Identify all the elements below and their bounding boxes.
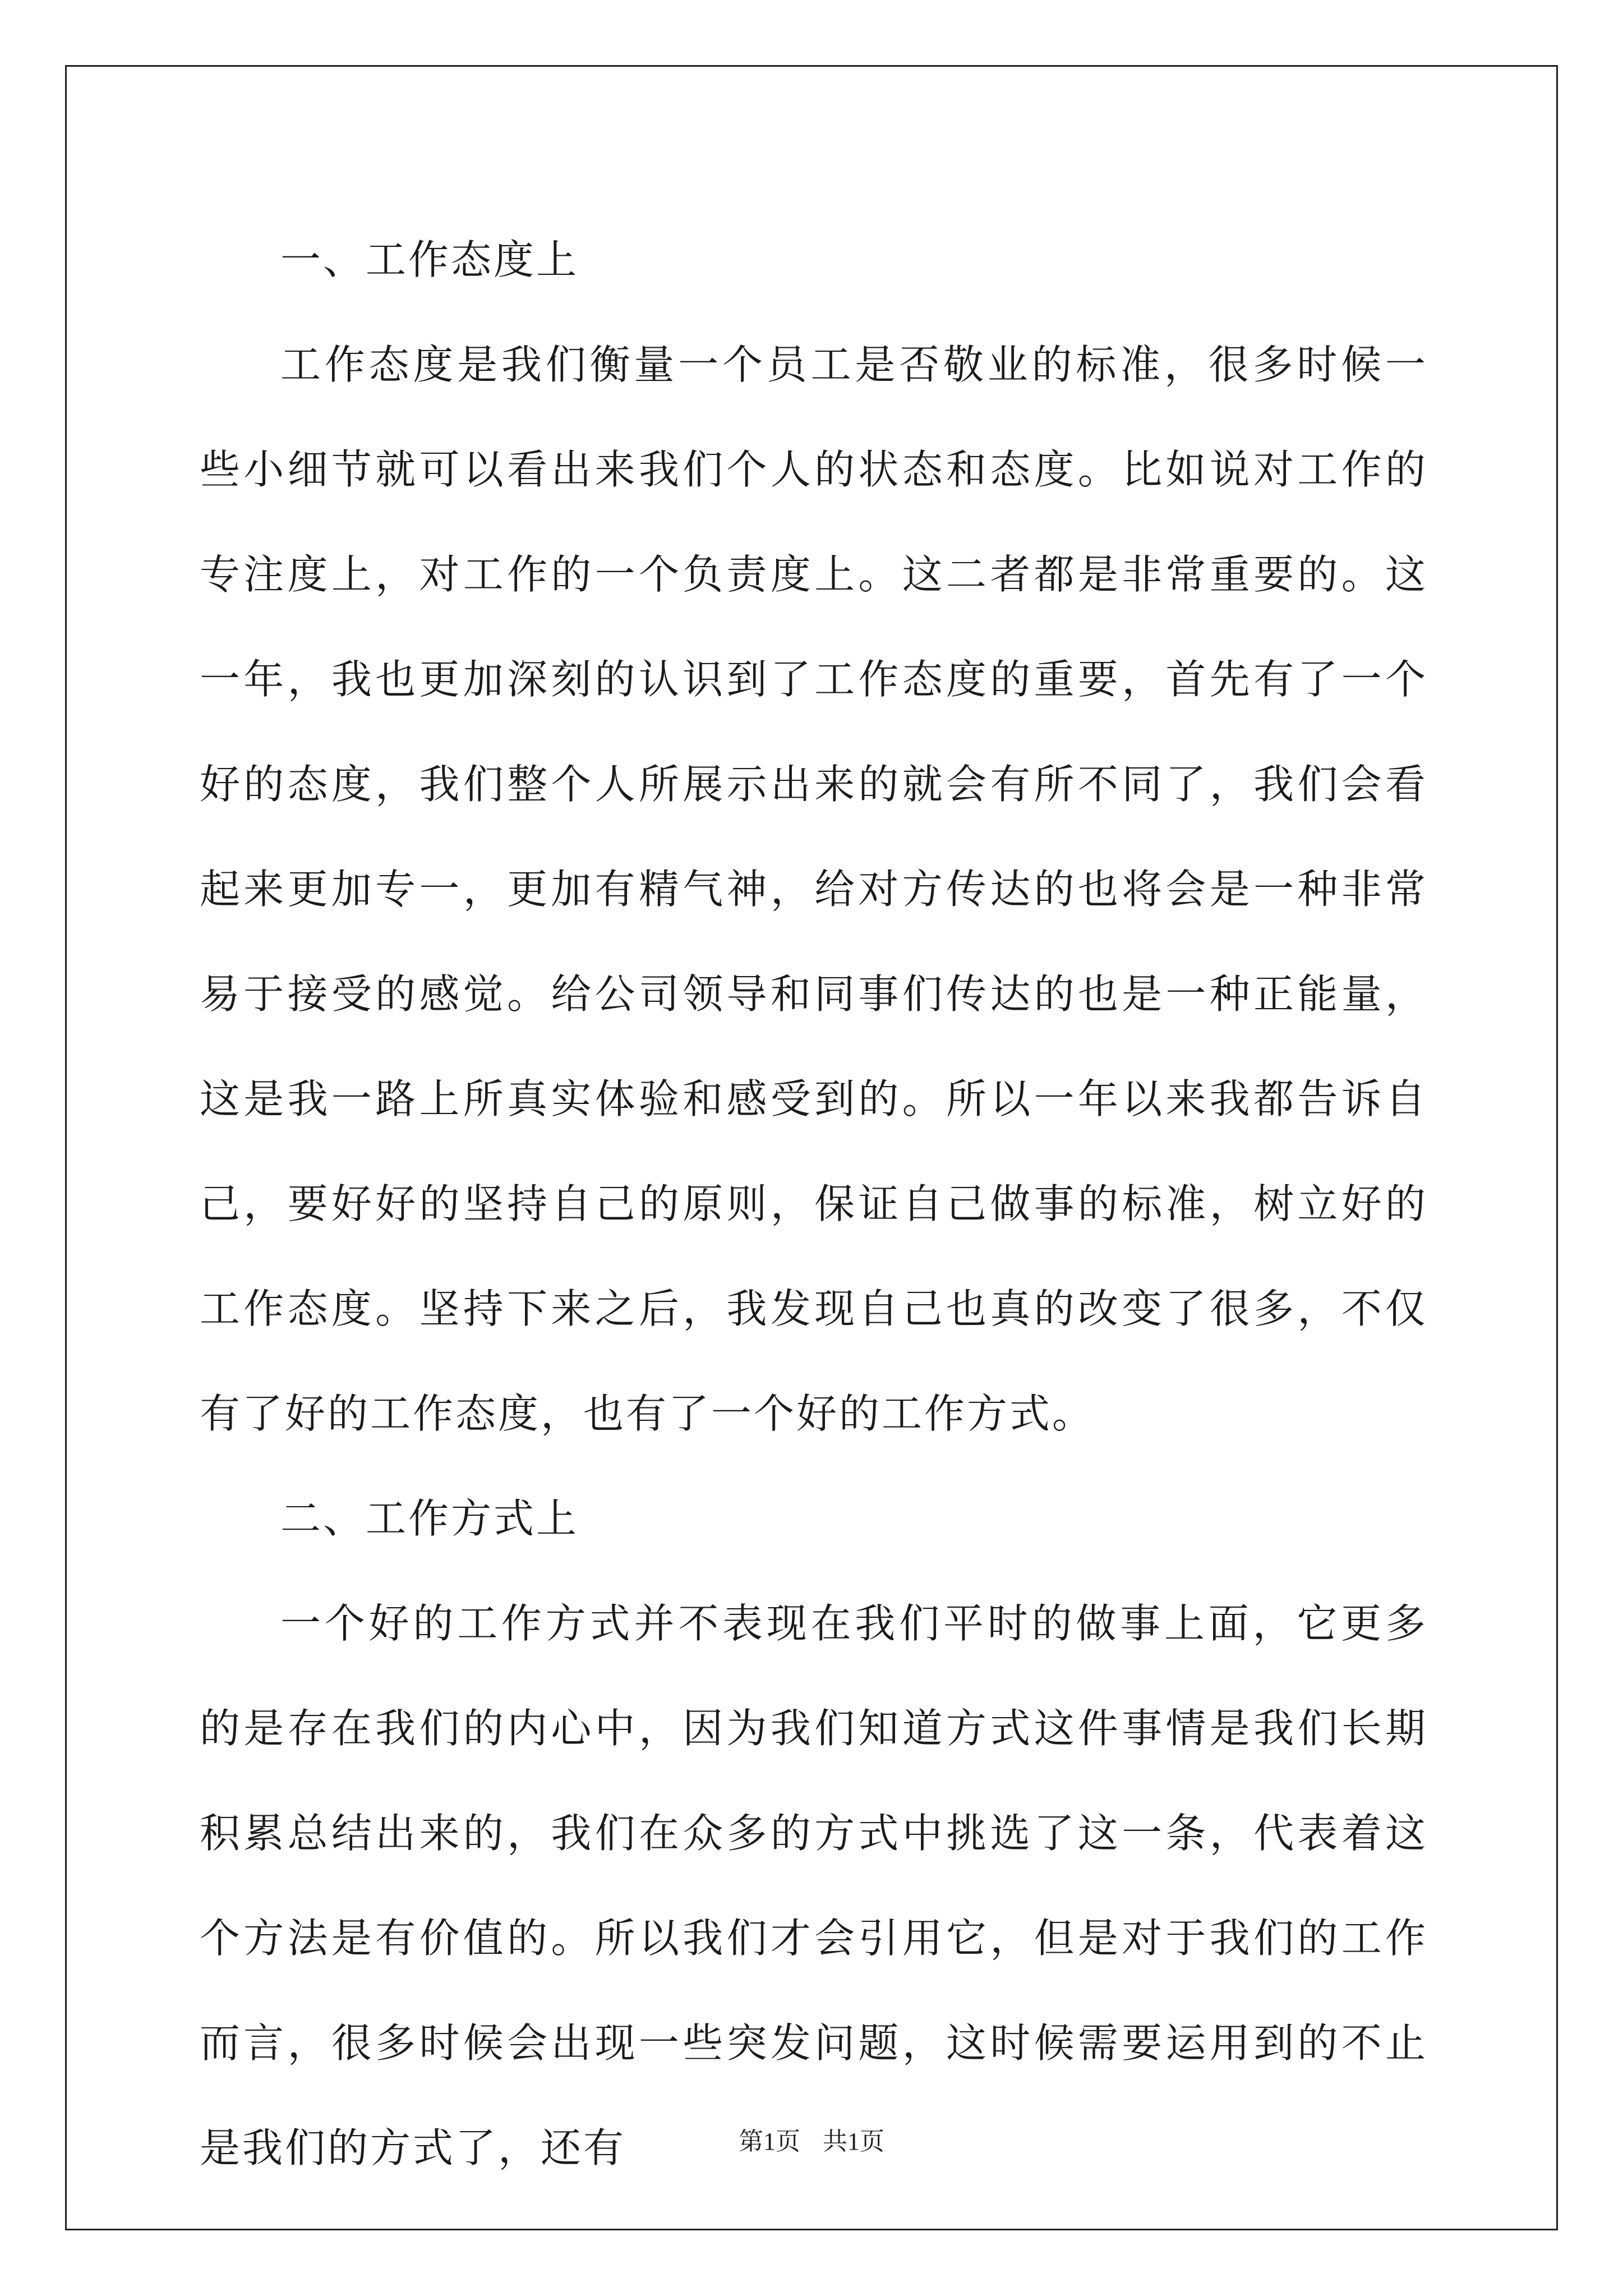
section-paragraph-1: 工作态度是我们衡量一个员工是否敬业的标准，很多时候一些小细节就可以看出来我们个人的状态和态度。比如说对工作的专注度上，对工作的一个负责度上。这二者都是非常重要的。这一年，我也更加深刻的认识到了工作态度的重要，首先有了一个好的态度，我们整个人所展示出来的就会有所不同了，我们会看起来更加专一，更加有精气神，给对方传达的也将会是一种非常易于接受的感觉。给公司领导和同事们传达的也是一种正能量，这是我一路上所真实体验和感受到的。所以一年以来我都告诉自己，要好好的坚持自己的原则，保证自己做事的标准，树立好的工作态度。坚持下来之后，我发现自己也真的改变了很多，不仅有了好的工作态度，也有了一个好的工作方式。 — [200, 341, 1428, 1437]
section-heading-1: 一、工作态度上 — [280, 236, 579, 283]
page-total: 共1页 — [823, 2128, 884, 2155]
page-number: 第1页 — [739, 2128, 800, 2155]
section-heading-2: 二、工作方式上 — [280, 1495, 579, 1542]
page-footer — [0, 2125, 1623, 2159]
section-paragraph-2: 一个好的工作方式并不表现在我们平时的做事上面，它更多的是存在我们的内心中，因为我们知道方式这件事情是我们长期积累总结出来的，我们在众多的方式中挑选了这一条，代表着这个方法是有价值的。所以我们才会引用它，但是对于我们的工作而言，很多时候会出现一些突发问题，这时候需要运用到的不止是我们的方式了，还有 — [200, 1600, 1428, 2171]
document-body — [200, 208, 1428, 2201]
